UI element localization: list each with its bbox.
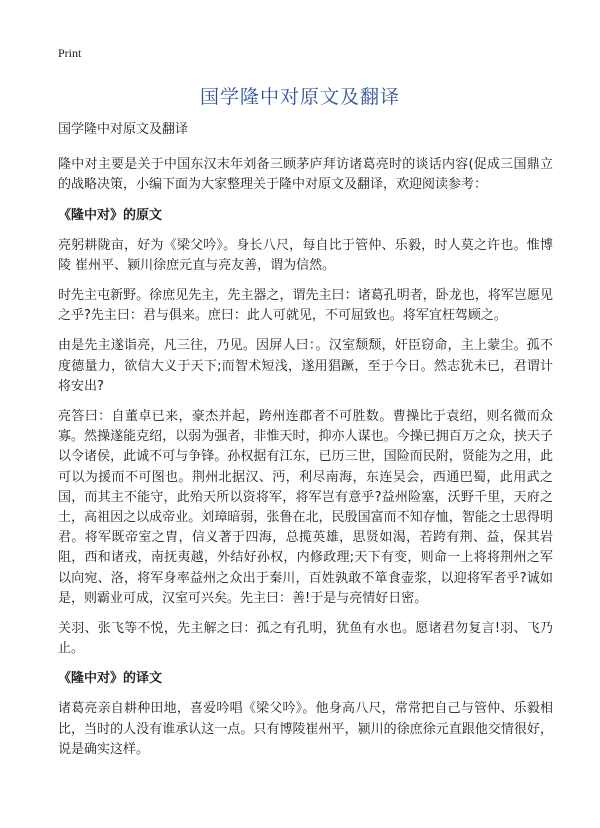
page-title: 国学隆中对原文及翻译 [199,86,400,108]
translation-heading: 《隆中对》的译文 [58,671,163,687]
intro-paragraph: 隆中对主要是关于中国东汉末年刘备三顾茅庐拜访诸葛亮时的谈话内容(促成三国鼎立的战略决策，小编下面为大家整理关于隆中对原文及翻译，欢迎阅读参考： [58,157,553,193]
original-paragraph-1: 亮躬耕陇亩，好为《梁父吟》。身长八尺，每自比于管仲、乐毅，时人莫之许也。惟博陵 崔州平、颍川徐庶元直与亮友善，谓为信然。 [58,237,553,273]
article-body [58,120,553,770]
original-paragraph-2: 时先主屯新野。徐庶见先主，先主器之，谓先主曰：诸葛孔明者，卧龙也，将军岂愿见之乎?先主曰：君与俱来。庶曰：此人可就见，不可屈致也。将军宜枉驾顾之。 [58,288,553,324]
original-text-heading: 《隆中对》的原文 [58,207,163,223]
article-subtitle: 国学隆中对原文及翻译 [58,122,189,137]
print-link[interactable]: Print [58,46,82,60]
original-paragraph-5: 关羽、张飞等不悦，先主解之曰：孤之有孔明，犹鱼有水也。愿诸君勿复言!羽、飞乃止。 [58,621,553,657]
original-paragraph-4: 亮答曰：自董卓已来，豪杰并起，跨州连郡者不可胜数。曹操比于袁绍，则名微而众寡。然操遂能克绍，以弱为强者，非惟天时，抑亦人谋也。今操已拥百万之众，挟天子以令诸侯，此诚不可与争锋。孙权据有江东，已历三世，国险而民附，贤能为之用，此可以为援而不可图也。荆州北据汉、沔，利尽南海，东连吴会，西通巴蜀，此用武之国，而其主不能守，此殆天所以资将军，将军岂有意乎?益州险塞，沃野千里，天府之土，高祖因之以成帝业。刘璋暗弱，张鲁在北，民殷国富而不知存恤，智能之士思得明君。将军既帝室之胄，信义著于四海，总揽英雄，思贤如渴，若跨有荆、益，保其岩阻，西和诸戎，南抚夷越，外结好孙权，内修政理;天下有变，则命一上将将荆州之军以向宛、洛，将军身率益州之众出于秦川，百姓孰敢不箪食壶浆，以迎将军者乎?诚如是，则霸业可成，汉室可兴矣。先主曰：善!于是与亮情好日密。 [58,409,553,606]
translation-paragraph-1: 诸葛亮亲自耕种田地，喜爱吟唱《梁父吟》。他身高八尺，常常把自己与管仲、乐毅相比，当时的人没有谁承认这一点。只有博陵崔州平，颍川的徐庶徐元直跟他交情很好，说是确实这样。 [58,701,553,757]
original-paragraph-3: 由是先主遂诣亮，凡三往，乃见。因屏人曰：。汉室颓颓，奸臣窃命，主上蒙尘。孤不度德量力，欲信大义于天下;而智术短浅，遂用猖蹶，至于今日。然志犹未已，君谓计将安出? [58,338,553,394]
